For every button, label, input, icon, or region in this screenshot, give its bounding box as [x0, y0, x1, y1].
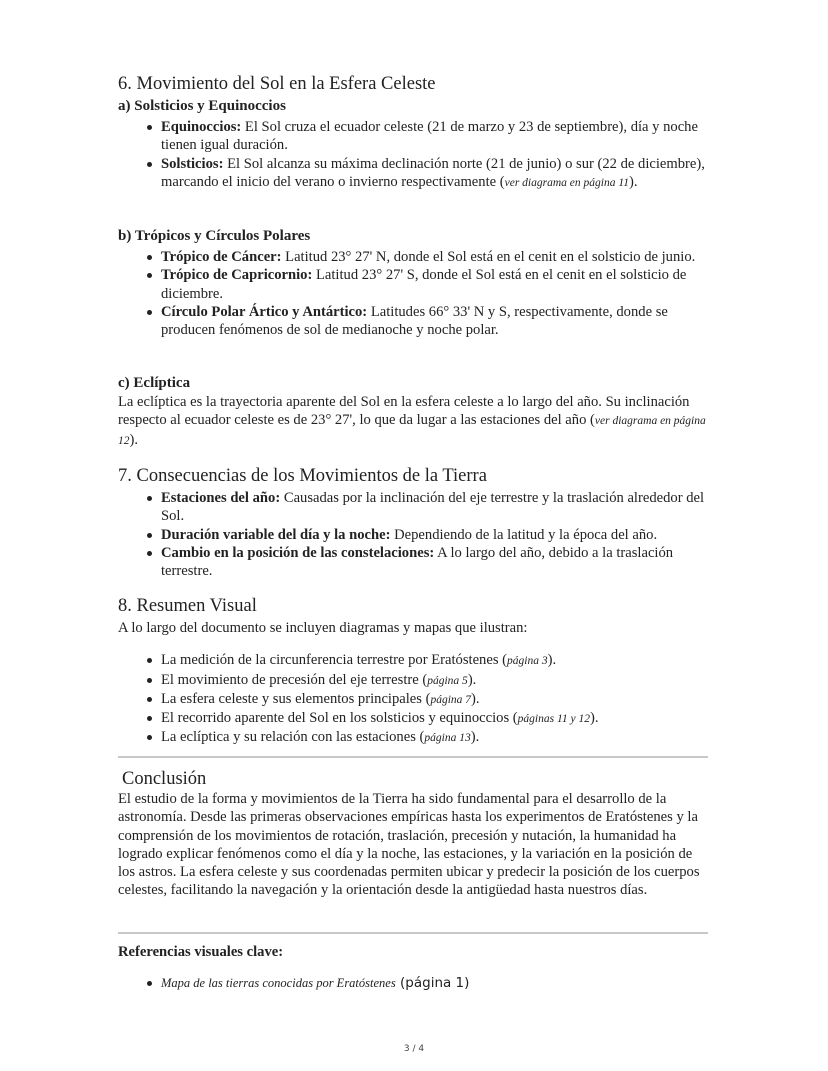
subsection-b-list	[118, 248, 710, 339]
list-item: Trópico de Cáncer: Latitud 23° 27' N, donde el Sol está en el cenit en el solsticio de junio.	[161, 248, 710, 266]
references-list	[118, 974, 710, 992]
subsection-a-list	[118, 118, 710, 192]
list-item: Solsticios: El Sol alcanza su máxima declinación norte (21 de junio) o sur (22 de diciembre), marcando el inicio del verano o invierno respectivamente (ver diagrama en página 11).	[161, 155, 710, 193]
section-7	[118, 465, 710, 580]
list-item: Estaciones del año: Causadas por la inclinación del eje terrestre y la traslación alrededor del Sol.	[161, 489, 710, 526]
subsection-c	[118, 373, 710, 450]
references	[118, 942, 710, 992]
section-8	[118, 595, 710, 748]
references-title: Referencias visuales clave:	[118, 944, 284, 960]
list-item: El recorrido aparente del Sol en los solsticios y equinoccios (páginas 11 y 12).	[161, 709, 710, 728]
section-6	[118, 73, 710, 192]
subsection-c-title: c) Eclíptica	[118, 375, 191, 391]
section-6-title: 6. Movimiento del Sol en la Esfera Celeste	[118, 74, 436, 94]
divider	[118, 932, 708, 934]
section-7-list	[118, 489, 710, 580]
subsection-b-title: b) Trópicos y Círculos Polares	[118, 228, 311, 244]
list-item: Equinoccios: El Sol cruza el ecuador celeste (21 de marzo y 23 de septiembre), día y noche tienen igual duración.	[161, 118, 710, 155]
list-item: La eclíptica y su relación con las estaciones (página 13).	[161, 728, 710, 747]
list-item: Trópico de Capricornio: Latitud 23° 27' S, donde el Sol está en el cenit en el solsticio de diciembre.	[161, 266, 710, 303]
list-item: Mapa de las tierras conocidas por Eratóstenes (página 1)	[161, 974, 710, 992]
divider	[118, 756, 708, 758]
section-8-intro: A lo largo del documento se incluyen diagramas y mapas que ilustran:	[118, 620, 528, 636]
section-7-title: 7. Consecuencias de los Movimientos de la Tierra	[118, 466, 487, 486]
conclusion-text: El estudio de la forma y movimientos de la Tierra ha sido fundamental para el desarrollo de la astronomía. Desde las primeras observaciones empíricas hasta los experimentos de Eratóstenes y la comprensión de los movimientos de rotación, traslación, precesión y nutación, la humanidad ha logrado explicar fenómenos como el día y la noche, las estaciones, y la variación en la posición de los astros. La esfera celeste y sus coordenadas permiten ubicar y predecir la posición de los cuerpos celestes, facilitando la navegación y la orientación desde la antigüedad hasta nuestros días.	[118, 791, 700, 899]
list-item: La esfera celeste y sus elementos principales (página 7).	[161, 690, 710, 709]
subsection-b	[118, 226, 710, 339]
section-8-list	[118, 651, 710, 747]
section-8-title: 8. Resumen Visual	[118, 596, 257, 616]
list-item: Círculo Polar Ártico y Antártico: Latitudes 66° 33' N y S, respectivamente, donde se producen fenómenos de sol de medianoche y noche polar.	[161, 303, 710, 340]
list-item: El movimiento de precesión del eje terrestre (página 5).	[161, 671, 710, 690]
subsection-c-text: La eclíptica es la trayectoria aparente del Sol en la esfera celeste a lo largo del año. Su inclinación respecto al ecuador celeste es de 23° 27', lo que da lugar a las estaciones del año (ver diagrama en página 12).	[118, 394, 706, 448]
list-item: La medición de la circunferencia terrestre por Eratóstenes (página 3).	[161, 651, 710, 670]
list-item: Cambio en la posición de las constelaciones: A lo largo del año, debido a la traslación terrestre.	[161, 544, 710, 581]
list-item: Duración variable del día y la noche: Dependiendo de la latitud y la época del año.	[161, 526, 710, 544]
page-number: 3 / 4	[403, 1044, 425, 1054]
subsection-a-title: a) Solsticios y Equinoccios	[118, 98, 286, 114]
conclusion	[118, 768, 710, 900]
conclusion-title: Conclusión	[122, 769, 207, 789]
